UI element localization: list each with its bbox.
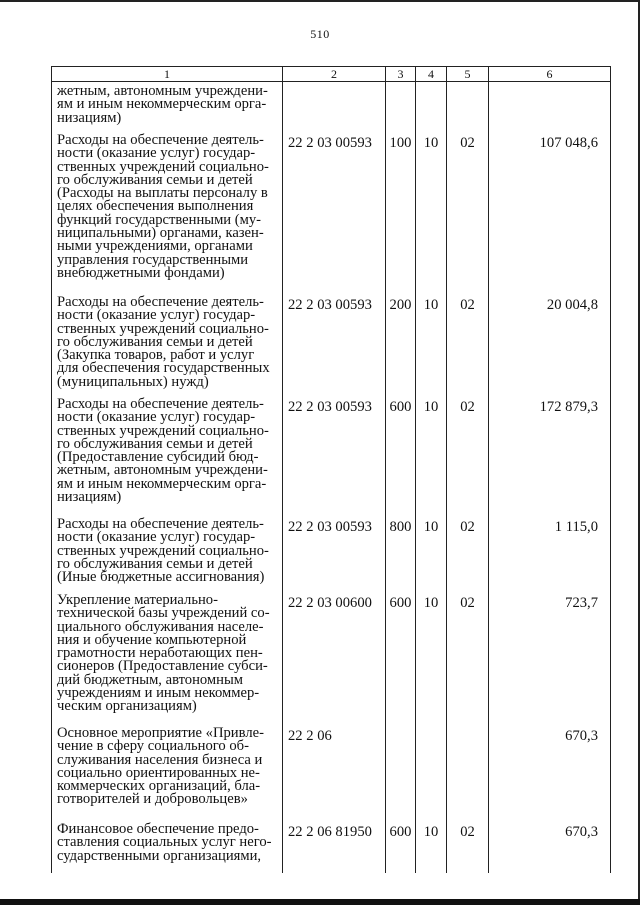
expense-type-cell bbox=[386, 518, 416, 594]
target-code-cell-value: 22 2 03 00593 bbox=[288, 297, 372, 313]
expense-name-line: Расходы на обеспечение деятель- bbox=[57, 132, 264, 148]
subsection-cell bbox=[447, 727, 489, 823]
target-code-cell bbox=[283, 398, 386, 518]
amount-cell-value: 20 004,8 bbox=[546, 297, 598, 313]
expense-type-cell bbox=[386, 398, 416, 518]
expense-name-line: Финансовое обеспечение предо- bbox=[57, 821, 259, 837]
section-cell-value: 10 bbox=[423, 399, 439, 415]
subsection-cell-value: 02 bbox=[460, 297, 475, 313]
table-row bbox=[52, 82, 610, 134]
amount-cell bbox=[489, 296, 610, 398]
expense-type-cell bbox=[386, 594, 416, 727]
expense-name-line: для обеспечения государственных bbox=[57, 360, 270, 377]
amount-cell bbox=[489, 823, 610, 873]
expense-type-cell-value: 600 bbox=[389, 595, 412, 611]
expense-name-line: ния и обучение компьютерной bbox=[57, 631, 247, 648]
target-code-cell bbox=[283, 518, 386, 594]
expense-name-line: Расходы на обеспечение деятель- bbox=[57, 294, 264, 310]
expense-name-line: ности (оказание услуг) государ- bbox=[57, 307, 256, 324]
expense-type-cell bbox=[386, 823, 416, 873]
amount-cell-value: 723,7 bbox=[565, 595, 598, 611]
expense-type-cell-value bbox=[386, 727, 415, 730]
target-code-cell-value: 22 2 03 00593 bbox=[288, 399, 372, 415]
expense-name-line: ставления социальных услуг него- bbox=[57, 834, 272, 851]
amount-cell-value: 670,3 bbox=[565, 824, 598, 840]
expense-name-line: жетным, автономным учреждени- bbox=[57, 462, 268, 479]
amount-cell bbox=[489, 398, 610, 518]
subsection-cell-value: 02 bbox=[460, 824, 475, 840]
subsection-cell-value: 02 bbox=[460, 399, 475, 415]
target-code-cell-value: 22 2 06 bbox=[288, 728, 332, 744]
section-cell bbox=[416, 727, 447, 823]
expense-name-line: социально ориентированных не- bbox=[57, 764, 260, 781]
amount-cell-value: 670,3 bbox=[565, 728, 598, 744]
expense-name-line: (Иные бюджетные ассигнования) bbox=[57, 569, 265, 586]
amount-cell bbox=[489, 82, 610, 134]
expense-name-line: дий бюджетным, автономным bbox=[57, 671, 243, 688]
expense-name-line: ственных учреждений социально- bbox=[57, 158, 269, 175]
expense-name-line: ными учреждениями, органами bbox=[57, 238, 253, 255]
target-code-cell bbox=[283, 823, 386, 873]
expense-name-line: ственных учреждений социально- bbox=[57, 542, 269, 559]
expense-name-line: функций государственными (му- bbox=[57, 211, 262, 228]
budget-table bbox=[51, 66, 611, 873]
table-row bbox=[52, 134, 610, 296]
section-cell bbox=[416, 398, 447, 518]
table-header-row bbox=[52, 66, 610, 82]
expense-name-line: жетным, автономным учреждени- bbox=[57, 83, 268, 99]
column-header: 4 bbox=[416, 67, 447, 81]
page-number: 510 bbox=[310, 27, 330, 41]
expense-name-line: го обслуживания семьи и детей bbox=[57, 171, 253, 188]
expense-name-line: Расходы на обеспечение деятель- bbox=[57, 516, 264, 532]
expense-name-line: (муниципальных) нужд) bbox=[57, 373, 209, 390]
expense-name-line: ям и иным некоммерческим орга- bbox=[57, 96, 267, 113]
amount-cell bbox=[489, 594, 610, 727]
expense-name-cell bbox=[52, 398, 283, 518]
expense-name-cell bbox=[52, 823, 283, 873]
subsection-cell-value bbox=[447, 727, 488, 730]
target-code-cell bbox=[283, 134, 386, 296]
amount-cell-value: 107 048,6 bbox=[539, 135, 598, 151]
section-cell-value: 10 bbox=[423, 297, 439, 313]
target-code-cell-value: 22 2 03 00600 bbox=[288, 595, 372, 611]
expense-type-cell bbox=[386, 82, 416, 134]
column-header: 5 bbox=[447, 67, 489, 81]
expense-name-line: ности (оказание услуг) государ- bbox=[57, 529, 256, 546]
subsection-cell bbox=[447, 518, 489, 594]
expense-name-line: учреждениям и иным некоммер- bbox=[57, 685, 260, 702]
section-cell-value: 10 bbox=[423, 135, 439, 151]
subsection-cell-value: 02 bbox=[460, 519, 475, 535]
expense-name-line: го обслуживания семьи и детей bbox=[57, 333, 253, 350]
section-cell bbox=[416, 594, 447, 727]
subsection-cell bbox=[447, 134, 489, 296]
section-cell-value: 10 bbox=[423, 824, 439, 840]
expense-name-line: (Закупка товаров, работ и услуг bbox=[57, 347, 255, 364]
expense-name-line: Основное мероприятие «Привле- bbox=[57, 725, 264, 741]
expense-name-line: го обслуживания семьи и детей bbox=[57, 555, 253, 572]
expense-type-cell-value: 600 bbox=[389, 399, 412, 415]
subsection-cell bbox=[447, 296, 489, 398]
amount-cell-value: 1 115,0 bbox=[554, 519, 598, 535]
expense-name-line: низациям) bbox=[57, 109, 122, 126]
expense-name-line: технической базы учреждений со- bbox=[57, 605, 270, 622]
expense-name-line: готворителей и добровольцев» bbox=[57, 791, 248, 808]
expense-name-cell bbox=[52, 727, 283, 823]
target-code-cell bbox=[283, 82, 386, 134]
expense-name-line: коммерческих организаций, бла- bbox=[57, 778, 261, 795]
expense-name-line: (Предоставление субсидий бюд- bbox=[57, 449, 259, 466]
expense-name-line: Расходы на обеспечение деятель- bbox=[57, 396, 264, 412]
expense-name-line: ческим организациям) bbox=[57, 698, 197, 715]
amount-cell bbox=[489, 727, 610, 823]
section-cell-value bbox=[416, 727, 446, 730]
expense-name-line: целях обеспечения выполнения bbox=[57, 198, 254, 215]
section-cell bbox=[416, 82, 447, 134]
expense-name-cell bbox=[52, 518, 283, 594]
table-row bbox=[52, 518, 610, 594]
expense-name-line: сионеров (Предоставление субси- bbox=[57, 658, 268, 675]
section-cell bbox=[416, 296, 447, 398]
section-cell bbox=[416, 134, 447, 296]
section-cell-value: 10 bbox=[423, 595, 439, 611]
table-body bbox=[52, 82, 610, 873]
subsection-cell bbox=[447, 82, 489, 134]
expense-name-cell bbox=[52, 82, 283, 134]
expense-name-cell bbox=[52, 296, 283, 398]
subsection-cell-value: 02 bbox=[460, 135, 475, 151]
column-header: 1 bbox=[52, 67, 283, 81]
subsection-cell bbox=[447, 823, 489, 873]
column-header: 3 bbox=[386, 67, 416, 81]
expense-name-line: (Расходы на выплаты персоналу в bbox=[57, 185, 268, 202]
expense-name-line: чение в сферу социального об- bbox=[57, 738, 249, 755]
expense-type-cell-value: 100 bbox=[389, 135, 412, 151]
expense-name-line: сударственными организациями, bbox=[57, 847, 262, 864]
expense-name-line: управления государственными bbox=[57, 251, 249, 268]
expense-name-cell bbox=[52, 134, 283, 296]
subsection-cell-value: 02 bbox=[460, 595, 475, 611]
amount-cell-value: 172 879,3 bbox=[539, 399, 598, 415]
target-code-cell-value: 22 2 03 00593 bbox=[288, 519, 372, 535]
expense-name-line: низациям) bbox=[57, 489, 122, 506]
expense-name-line: служивания населения бизнеса и bbox=[57, 751, 263, 768]
expense-name-line: ственных учреждений социально- bbox=[57, 422, 269, 439]
section-cell bbox=[416, 823, 447, 873]
target-code-cell-value: 22 2 06 81950 bbox=[288, 824, 372, 840]
target-code-cell bbox=[283, 296, 386, 398]
section-cell bbox=[416, 518, 447, 594]
target-code-cell bbox=[283, 727, 386, 823]
expense-name-line: ниципальными) органами, казен- bbox=[57, 225, 264, 242]
expense-name-cell bbox=[52, 594, 283, 727]
amount-cell bbox=[489, 518, 610, 594]
column-header: 6 bbox=[546, 67, 553, 81]
expense-type-cell bbox=[386, 727, 416, 823]
table-row bbox=[52, 594, 610, 727]
table-row bbox=[52, 296, 610, 398]
expense-name-line: Укрепление материально- bbox=[57, 592, 218, 608]
amount-cell bbox=[489, 134, 610, 296]
target-code-cell-value: 22 2 03 00593 bbox=[288, 135, 372, 151]
target-code-cell bbox=[283, 594, 386, 727]
expense-type-cell-value: 800 bbox=[389, 519, 412, 535]
scan-edge-top bbox=[0, 0, 640, 2]
expense-name-line: го обслуживания семьи и детей bbox=[57, 435, 253, 452]
expense-type-cell bbox=[386, 134, 416, 296]
expense-type-cell bbox=[386, 296, 416, 398]
expense-name-line: циального обслуживания населе- bbox=[57, 618, 264, 635]
column-header: 2 bbox=[283, 67, 386, 81]
table-row bbox=[52, 727, 610, 823]
table-row bbox=[52, 823, 610, 873]
expense-name-line: грамотности неработающих пен- bbox=[57, 645, 263, 662]
expense-name-line: ственных учреждений социально- bbox=[57, 320, 269, 337]
expense-name-line: ности (оказание услуг) государ- bbox=[57, 409, 256, 426]
section-cell-value: 10 bbox=[423, 519, 439, 535]
table-row bbox=[52, 398, 610, 518]
expense-type-cell-value: 600 bbox=[389, 824, 412, 840]
expense-name-line: ности (оказание услуг) государ- bbox=[57, 145, 256, 162]
subsection-cell bbox=[447, 594, 489, 727]
expense-name-line: ям и иным некоммерческим орга- bbox=[57, 475, 267, 492]
expense-name-line: внебюджетными фондами) bbox=[57, 264, 225, 281]
subsection-cell bbox=[447, 398, 489, 518]
scan-edge-bottom bbox=[0, 899, 640, 905]
expense-type-cell-value: 200 bbox=[389, 297, 412, 313]
